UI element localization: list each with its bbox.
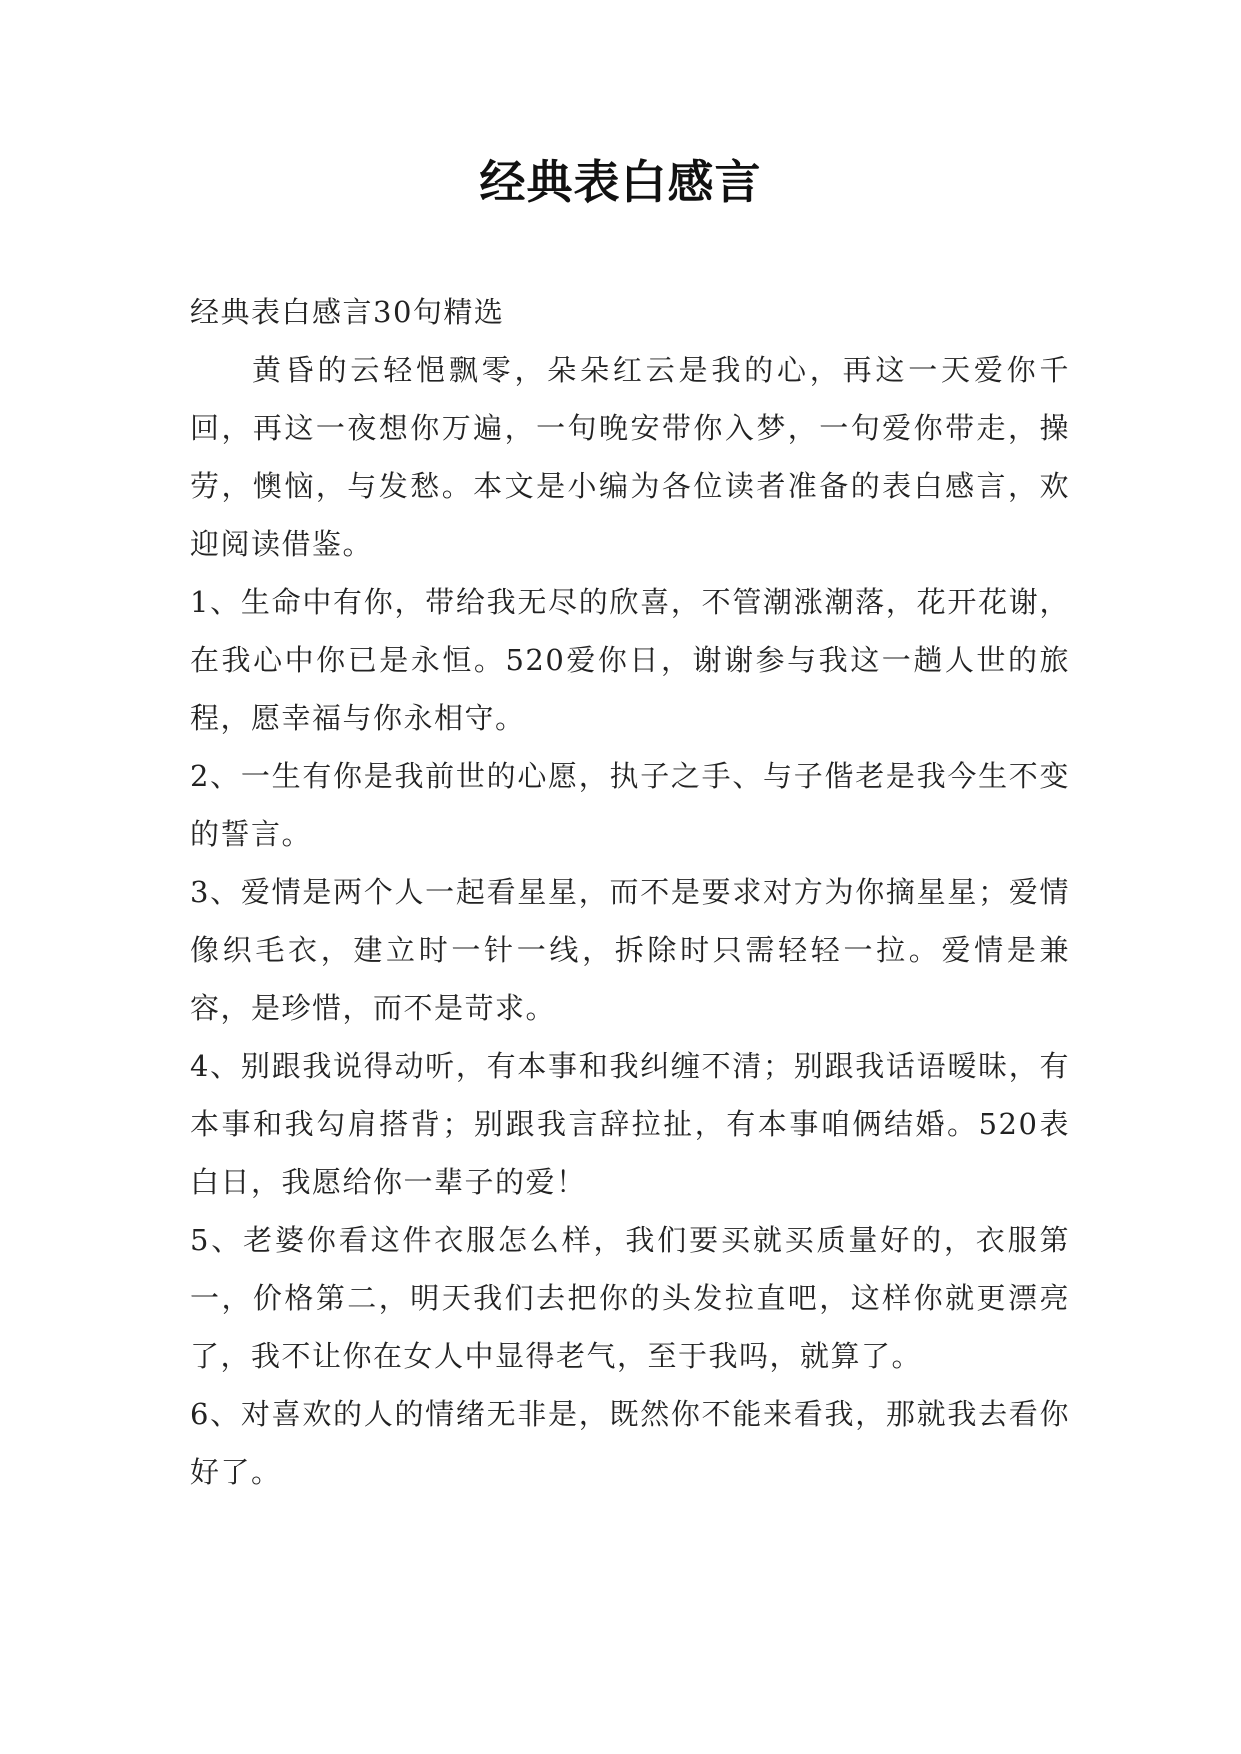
list-item-6: 6、对喜欢的人的情绪无非是，既然你不能来看我，那就我去看你好了。	[190, 1397, 1070, 1489]
list-item-4: 4、别跟我说得动听，有本事和我纠缠不清；别跟我话语暧昧，有本事和我勾肩搭背；别跟我言辞拉扯，有本事咱俩结婚。520表白日，我愿给你一辈子的爱！	[190, 1049, 1070, 1199]
list-item-3: 3、爱情是两个人一起看星星，而不是要求对方为你摘星星；爱情像织毛衣，建立时一针一线，拆除时只需轻轻一拉。爱情是兼容，是珍惜，而不是苛求。	[190, 875, 1070, 1025]
document-body	[190, 283, 1070, 1501]
list-item-5: 5、老婆你看这件衣服怎么样，我们要买就买质量好的，衣服第一，价格第二，明天我们去把你的头发拉直吧，这样你就更漂亮了，我不让你在女人中显得老气，至于我吗，就算了。	[190, 1223, 1070, 1373]
intro-paragraph: 黄昏的云轻悒飘零，朵朵红云是我的心，再这一天爱你千回，再这一夜想你万遍，一句晚安带你入梦，一句爱你带走，操劳，懊恼，与发愁。本文是小编为各位读者准备的表白感言，欢迎阅读借鉴。	[190, 353, 1070, 561]
document-subtitle: 经典表白感言30句精选	[190, 295, 505, 329]
list-item-2: 2、一生有你是我前世的心愿，执子之手、与子偕老是我今生不变的誓言。	[190, 759, 1070, 851]
list-item-1: 1、生命中有你，带给我无尽的欣喜，不管潮涨潮落，花开花谢，在我心中你已是永恒。520爱你日，谢谢参与我这一趟人世的旅程，愿幸福与你永相守。	[190, 585, 1070, 735]
document-title: 经典表白感言	[479, 155, 762, 209]
